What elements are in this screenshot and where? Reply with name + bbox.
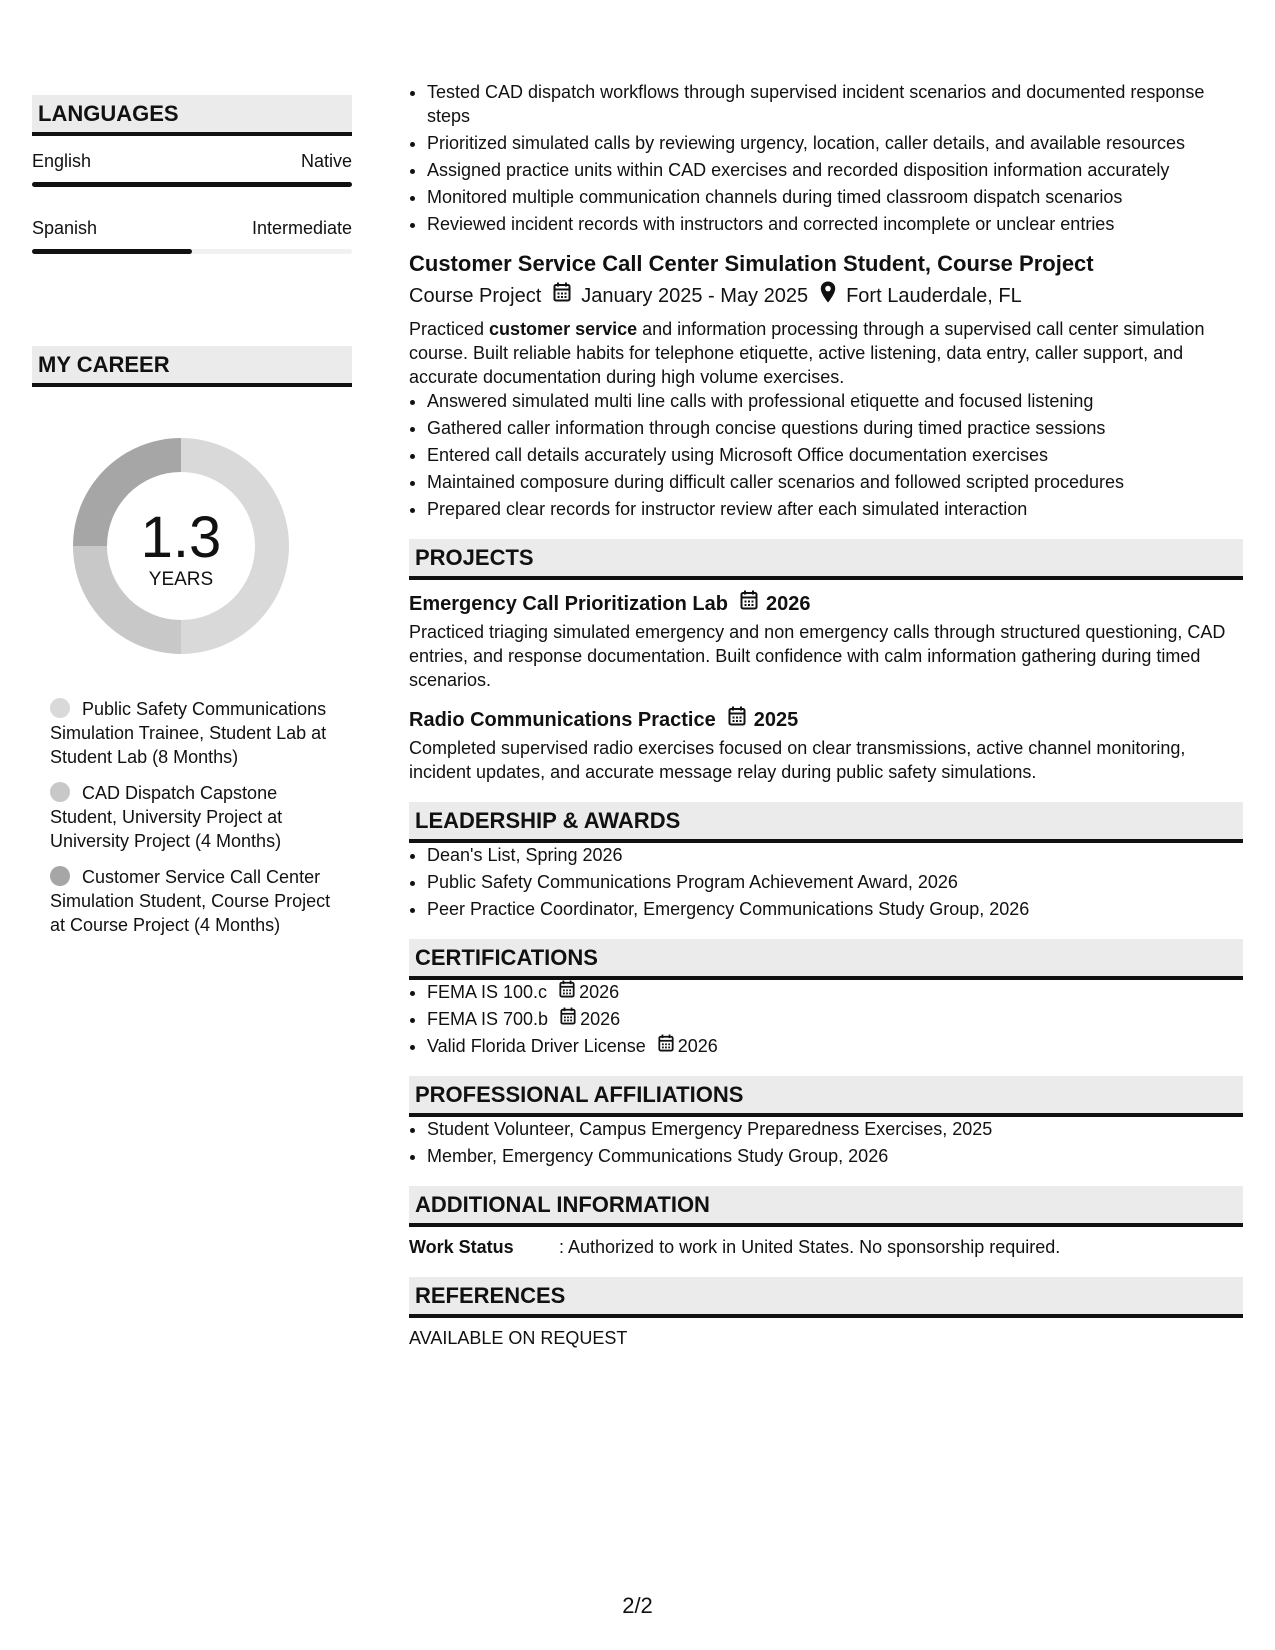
list-item: • Reviewed incident records with instructors and corrected incomplete or unclear entries [427,212,1243,236]
leadership-heading: LEADERSHIP & AWARDS [409,802,1243,843]
language-proficiency-bar [32,249,352,254]
list-item: • Dean's List, Spring 2026 [427,843,1243,867]
project-description: Practiced triaging simulated emergency and non emergency calls through structured questioning, CAD entries, and response documentation. Built confidence with calm information gathering during timed scenarios. [409,622,1226,690]
list-item: • Maintained composure during difficult caller scenarios and followed scripted procedures [427,470,1243,494]
legend-dot [50,698,70,718]
additional-info-heading: ADDITIONAL INFORMATION [409,1186,1243,1227]
legend-dot [50,866,70,886]
references-heading: REFERENCES [409,1277,1243,1318]
calendar-icon [658,1034,674,1058]
project-title: Emergency Call Prioritization Lab 2026 [409,590,1243,618]
career-legend [50,697,340,937]
career-legend-item: Public Safety Communications Simulation Trainee, Student Lab at Student Lab (8 Months) [50,699,327,767]
project-title: Radio Communications Practice 2025 [409,706,1243,734]
list-item: • Tested CAD dispatch workflows through supervised incident scenarios and documented response steps [427,80,1243,128]
career-total-unit: YEARS [148,569,214,590]
job-org: Course Project [409,285,542,307]
location-pin-icon [820,281,836,311]
language-proficiency-fill [32,182,352,187]
calendar-icon [560,1007,576,1031]
project-year: 2025 [753,709,799,731]
job-dates: January 2025 - May 2025 [581,285,809,307]
work-status-label: Work Status [409,1237,514,1257]
certifications-heading: CERTIFICATIONS [409,939,1243,980]
legend-dot [50,782,70,802]
work-status-value: : Authorized to work in United States. No sponsorship required. [559,1237,1061,1257]
list-item: • Gathered caller information through concise questions during timed practice sessions [427,416,1243,440]
project-year: 2026 [765,593,811,615]
affiliations-list [409,1117,1243,1168]
previous-job-bullets [409,80,1243,236]
list-item: • Student Volunteer, Campus Emergency Preparedness Exercises, 2025 [427,1117,1243,1141]
list-item: • Public Safety Communications Program Achievement Award, 2026 [427,870,1243,894]
list-item: • Prepared clear records for instructor review after each simulated interaction [427,497,1243,521]
sidebar [32,95,352,949]
career-legend-item: Customer Service Call Center Simulation Student, Course Project at Course Project (4 Months) [50,867,331,935]
leadership-list [409,843,1243,921]
cert-year: 2026 [579,982,620,1002]
cert-year: 2026 [677,1036,718,1056]
job-meta [409,281,1243,311]
list-item: • Peer Practice Coordinator, Emergency Communications Study Group, 2026 [427,897,1243,921]
list-item: • Prioritized simulated calls by reviewing urgency, location, caller details, and available resources [427,131,1243,155]
cert-year: 2026 [580,1009,621,1029]
job-title: Customer Service Call Center Simulation Student, Course Project [409,251,1094,276]
list-item: • Monitored multiple communication channels during timed classroom dispatch scenarios [427,185,1243,209]
job-summary: Practiced customer service and information processing through a supervised call center simulation course. Built reliable habits for telephone etiquette, active listening, data entry, caller support, and accurate documentation during high volume exercises. [409,319,1205,387]
calendar-icon [559,980,575,1004]
career-legend-item: CAD Dispatch Capstone Student, University Project at University Project (4 Months) [50,783,283,851]
calendar-icon [553,282,571,310]
affiliations-heading: PROFESSIONAL AFFILIATIONS [409,1076,1243,1117]
page-number: 2/2 [622,1593,653,1618]
list-item: • FEMA IS 100.c 2026 [427,980,1243,1004]
job-bullets [409,389,1243,521]
list-item: • FEMA IS 700.b 2026 [427,1007,1243,1031]
language-name: English [32,151,92,171]
certifications-list [409,980,1243,1058]
language-proficiency-fill [32,249,192,254]
references-text: AVAILABLE ON REQUEST [409,1328,628,1348]
list-item: • Entered call details accurately using Microsoft Office documentation exercises [427,443,1243,467]
list-item: • Assigned practice units within CAD exercises and recorded disposition information accurately [427,158,1243,182]
language-level: Intermediate [251,218,352,238]
project-description: Completed supervised radio exercises focused on clear transmissions, active channel monitoring, incident updates, and accurate message relay during public safety simulations. [409,738,1186,782]
language-level: Native [300,151,352,171]
language-item-spanish [32,217,352,254]
language-item-english [32,150,352,187]
projects-heading: PROJECTS [409,539,1243,580]
career-total-years: 1.3 [140,505,222,570]
calendar-icon [728,706,746,734]
list-item: • Valid Florida Driver License 2026 [427,1034,1243,1058]
main-content [409,80,1243,1349]
list-item: • Member, Emergency Communications Study Group, 2026 [427,1144,1243,1168]
languages-heading: LANGUAGES [32,95,352,136]
career-heading: MY CAREER [32,346,352,387]
language-name: Spanish [32,218,98,238]
calendar-icon [740,590,758,618]
list-item: • Answered simulated multi line calls with professional etiquette and focused listening [427,389,1243,413]
work-status-row [409,1235,1243,1259]
job-location: Fort Lauderdale, FL [846,285,1022,307]
language-proficiency-bar [32,182,352,187]
career-section [32,346,352,937]
career-donut-chart [66,431,296,661]
